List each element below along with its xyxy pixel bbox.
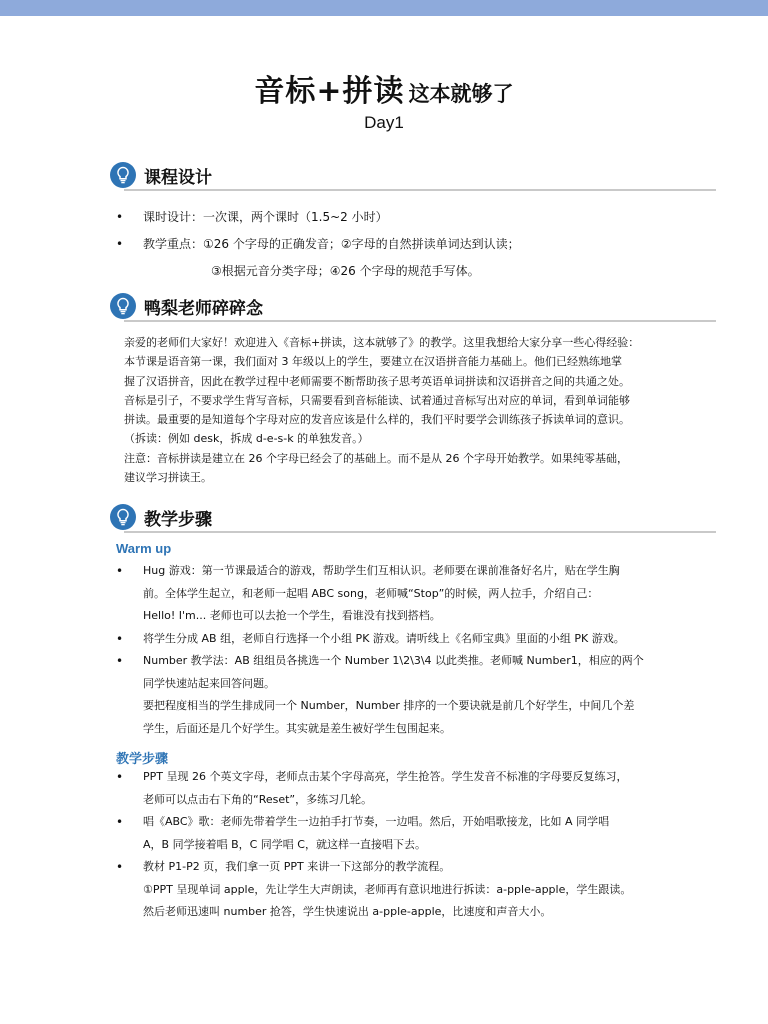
lightbulb-icon xyxy=(110,293,136,319)
list-item: • Number 教学法：AB 组组员各挑选一个 Number 1\2\3\4 以此类推。老师喊 Number1，相应的两个 同学快速站起来回答问题。 要把程度相当的学生排成同一个 Number，Number 排序的一个要诀就是前几个好学生，中间几个差 学生，后面还是几个好学生。其实就是差生被好学生包围起来。 xyxy=(116,650,676,740)
lightbulb-icon xyxy=(110,162,136,188)
teaching-steps-subheading: 教学步骤 xyxy=(116,751,169,766)
list-item: • 教学重点：①26 个字母的正确发音；②字母的自然拼读单词达到认读； ③根据元音分类字母；④26 个字母的规范手写体。 xyxy=(116,231,676,285)
list-item: • PPT 呈现 26 个英文字母，老师点击某个字母高亮，学生抢答。学生发音不标准的字母要反复练习， 老师可以点击右下角的“Reset”，多练习几轮。 xyxy=(116,766,676,811)
bullet-dot: • xyxy=(116,860,124,874)
teaching-steps-bullet-list xyxy=(116,766,676,924)
bullet-dot: • xyxy=(116,815,124,829)
bullet-dot: • xyxy=(116,654,124,668)
list-item: • 将学生分成 AB 组，老师自行选择一个小组 PK 游戏。请听线上《名师宝典》里面的小组 PK 游戏。 xyxy=(116,628,676,651)
bullet-dot: • xyxy=(116,770,124,784)
section-rule xyxy=(124,531,716,533)
section-header-steps xyxy=(110,504,716,534)
warmup-subheading: Warm up xyxy=(116,541,172,556)
title-main: 音标+拼读 xyxy=(254,74,405,109)
list-item: • 唱《ABC》歌：老师先带着学生一边拍手打节奏，一边唱。然后，开始唱歌接龙，比如 A 同学唱 A，B 同学接着唱 B，C 同学唱 C，就这样一直接唱下去。 xyxy=(116,811,676,856)
top-color-bar xyxy=(0,0,768,16)
bullet-dot: • xyxy=(116,631,124,646)
section-heading: 教学步骤 xyxy=(144,510,212,530)
section-heading: 课程设计 xyxy=(144,168,212,188)
list-item: • 课时设计：一次课，两个课时（1.5~2 小时） xyxy=(116,204,676,231)
day-label: Day1 xyxy=(364,113,404,132)
lightbulb-icon xyxy=(110,504,136,530)
bullet-dot: • xyxy=(116,564,124,578)
list-item: • Hug 游戏：第一节课最适合的游戏，帮助学生们互相认识。老师要在课前准备好名片，贴在学生胸 前。全体学生起立，和老师一起唱 ABC song，老师喊“Stop”的时候，两人拉手，介绍自己： Hello! I'm... 老师也可以去抢一个学生，看谁没有找到搭档。 xyxy=(116,560,676,628)
section-header-course xyxy=(110,162,716,192)
section-rule xyxy=(124,320,716,322)
section-rule xyxy=(124,189,716,191)
warmup-bullet-list xyxy=(116,560,676,740)
section-header-teacher-notes xyxy=(110,293,716,323)
bullet-dot: • xyxy=(116,237,124,251)
page-title xyxy=(0,66,768,110)
list-item: • 教材 P1-P2 页，我们拿一页 PPT 来讲一下这部分的教学流程。 ①PPT 呈现单词 apple，先让学生大声朗读，老师再有意识地进行拆读：a-pple-apple，学生跟读。 然后老师迅速叫 number 抢答，学生快速说出 a-pple-apple，比速度和声音大小。 xyxy=(116,856,676,924)
title-subtitle: 这本就够了 xyxy=(408,82,514,106)
course-bullet-list xyxy=(116,204,676,285)
teacher-notes-paragraph: 亲爱的老师们大家好！欢迎进入《音标+拼读，这本就够了》的教学。这里我想给大家分享一些心得经验： 本节课是语音第一课，我们面对 3 年级以上的学生，要建立在汉语拼音能力基础上。他们已经熟练地掌 握了汉语拼音，因此在教学过程中老师需要不断帮助孩子思考英语单词拼读和汉语拼音之间的共通之处。 音标是引子，不要求学生背写音标，只需要看到音标能读、试着通过音标写出对应的单词，看到单词能够 拼读。最重要的是知道每个字母对应的发音应该是什么样的，我们平时要学会训练孩子拆读单词的意识。 （拆读：例如 desk，拆成 d-e-s-k 的单独发音。） 注意：音标拼读是建立在 26 个字母已经会了的基础上。而不是从 26 个字母开始教学。如果纯零基础， 建议学习拼读王。 xyxy=(124,336,640,485)
section-heading: 鸭梨老师碎碎念 xyxy=(144,299,263,319)
bullet-dot: • xyxy=(116,210,124,224)
